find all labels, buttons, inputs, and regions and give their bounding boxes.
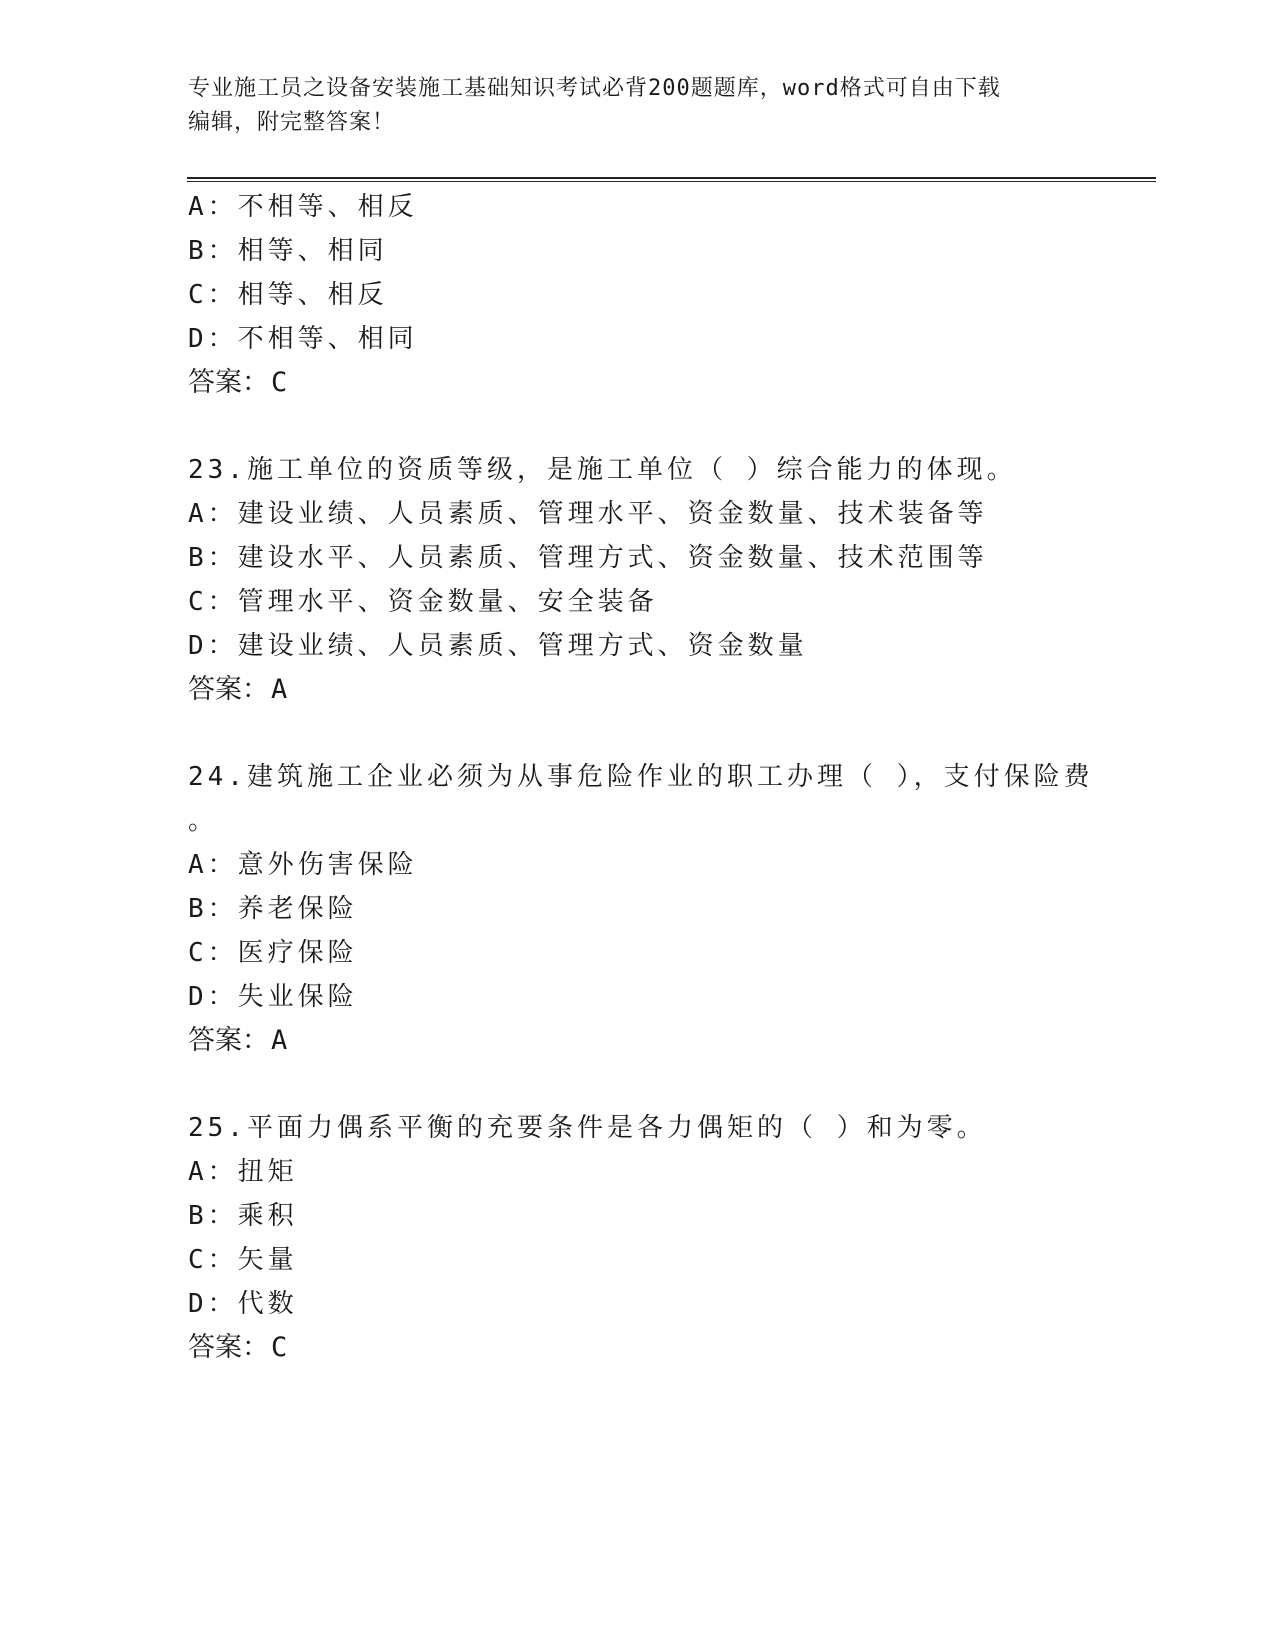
option-b: B：养老保险 bbox=[188, 894, 358, 924]
answer-value: A bbox=[271, 674, 288, 705]
answer-label: 答案： bbox=[188, 1332, 269, 1363]
question-text-continuation: 。 bbox=[188, 806, 219, 836]
answer-value: A bbox=[271, 1025, 288, 1056]
question-text: 24.建筑施工企业必须为从事危险作业的职工办理（ ），支付保险费 bbox=[188, 762, 1094, 792]
answer-value: C bbox=[271, 1332, 288, 1363]
answer-value: C bbox=[271, 367, 288, 398]
option-a: A：不相等、相反 bbox=[188, 192, 418, 222]
answer-line bbox=[188, 1024, 287, 1058]
option-b: B：相等、相同 bbox=[188, 236, 388, 266]
option-d: D：代数 bbox=[188, 1289, 298, 1319]
option-d: D：失业保险 bbox=[188, 982, 358, 1012]
option-c: C：相等、相反 bbox=[188, 280, 388, 310]
option-c: C：医疗保险 bbox=[188, 938, 358, 968]
answer-label: 答案： bbox=[188, 674, 269, 705]
option-b: B：乘积 bbox=[188, 1201, 298, 1231]
answer-line bbox=[188, 673, 287, 707]
question-text: 23.施工单位的资质等级，是施工单位（ ）综合能力的体现。 bbox=[188, 455, 1017, 485]
option-a: A：建设业绩、人员素质、管理水平、资金数量、技术装备等 bbox=[188, 499, 988, 529]
option-c: C：矢量 bbox=[188, 1245, 298, 1275]
answer-line bbox=[188, 1331, 287, 1365]
option-a: A：意外伤害保险 bbox=[188, 850, 418, 880]
header-line-2: 编辑，附完整答案！ bbox=[188, 110, 396, 135]
option-b: B：建设水平、人员素质、管理方式、资金数量、技术范围等 bbox=[188, 543, 988, 573]
option-c: C：管理水平、资金数量、安全装备 bbox=[188, 587, 658, 617]
answer-label: 答案： bbox=[188, 367, 269, 398]
header-line-1: 专业施工员之设备安装施工基础知识考试必背200题题库，word格式可自由下载 bbox=[188, 76, 1001, 101]
document-header bbox=[188, 72, 1088, 140]
question-text: 25.平面力偶系平衡的充要条件是各力偶矩的（ ）和为零。 bbox=[188, 1113, 987, 1143]
option-d: D：不相等、相同 bbox=[188, 324, 418, 354]
answer-label: 答案： bbox=[188, 1025, 269, 1056]
answer-line bbox=[188, 366, 287, 400]
option-d: D：建设业绩、人员素质、管理方式、资金数量 bbox=[188, 631, 808, 661]
header-divider bbox=[187, 177, 1156, 183]
option-a: A：扭矩 bbox=[188, 1157, 298, 1187]
